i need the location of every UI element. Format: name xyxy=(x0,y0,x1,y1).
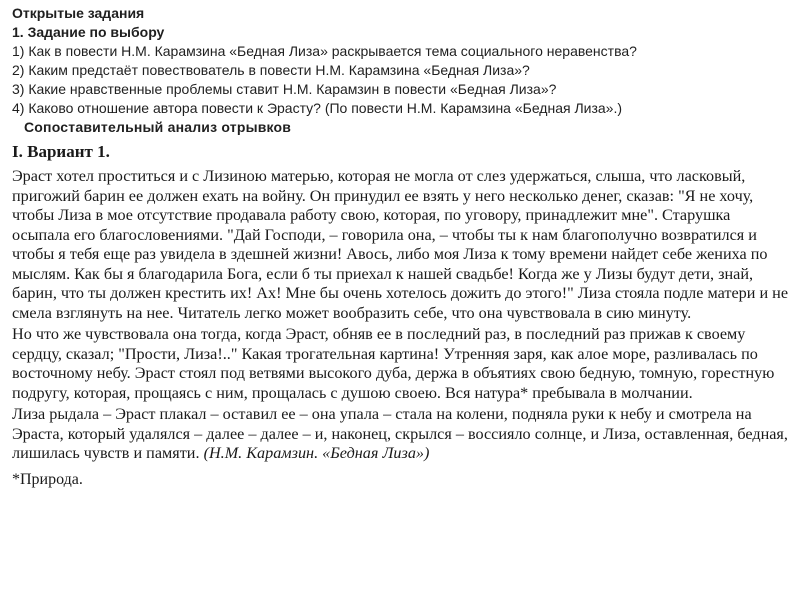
assignment-header xyxy=(12,4,792,137)
header-title: Открытые задания xyxy=(12,5,145,21)
paragraph-3-text: Лиза рыдала – Эраст плакал – оставил ее – она упала – стала на колени, подняла руки к небу и смотрела на Эраста, который удалялся – далее – далее – и, наконец, скрылся – воссияло солнце, и Лиза, оставленная, бедная, лишилась чувств и памяти. xyxy=(12,405,788,462)
paragraph-2: Но что же чувствовала она тогда, когда Эраст, обняв ее в последний раз, в последний раз прижав к своему сердцу, сказал; "Прости, Лиза!.." Какая трогательная картина! Утренняя заря, как алое море, разливалась по восточному небу. Эраст стоял под ветвями высокого дуба, держа в объятиях свою бедную, томную, горестную подругу, которая, прощаясь с ним, прощалась с душою своею. Вся натура* пребывала в молчании. xyxy=(12,325,775,402)
excerpt-text xyxy=(12,167,792,489)
header-subtitle: 1. Задание по выбору xyxy=(12,24,165,40)
question-1: 1) Как в повести Н.М. Карамзина «Бедная Лиза» раскрывается тема социального неравенства? xyxy=(12,43,637,59)
footnote: *Природа. xyxy=(12,470,83,488)
question-3: 3) Какие нравственные проблемы ставит Н.М. Карамзин в повести «Бедная Лиза»? xyxy=(12,81,557,97)
section-title: Сопоставительный анализ отрывков xyxy=(24,119,292,135)
variant-heading: I. Вариант 1. xyxy=(12,142,110,161)
question-4: 4) Каково отношение автора повести к Эрасту? (По повести Н.М. Карамзина «Бедная Лиза».) xyxy=(12,100,623,116)
paragraph-1: Эраст хотел проститься и с Лизиною матерью, которая не могла от слез удержаться, слыша, что ласковый, пригожий барин ее должен ехать на войну. Он принудил ее взять у него несколько денег, сказав: "Я не хочу, чтобы Лиза в мое отсутствие продавала работу свою, которая, по уговору, принадлежит мне". Старушка осыпала его благословениями. "Дай Господи, – говорила она, – чтобы ты к нам благополучно возвратился и чтобы я тебя еще раз увидела в здешней жизни! Авось, либо моя Лиза к тому времени найдет себе жениха по мыслям. Как бы я благодарила Бога, если б ты приехал к нашей свадьбе! Когда же у Лизы будут дети, знай, барин, что ты должен крестить их! Ах! Мне бы очень хотелось дожить до этого!" Лиза стояла подле матери и не смела взглянуть на нее. Читатель легко может вообразить себе, что она чувствовала в сию минуту. xyxy=(12,167,789,322)
question-2: 2) Каким предстаёт повествователь в повести Н.М. Карамзина «Бедная Лиза»? xyxy=(12,62,530,78)
citation: (Н.М. Карамзин. «Бедная Лиза») xyxy=(203,444,430,462)
paragraph-3 xyxy=(12,405,792,464)
